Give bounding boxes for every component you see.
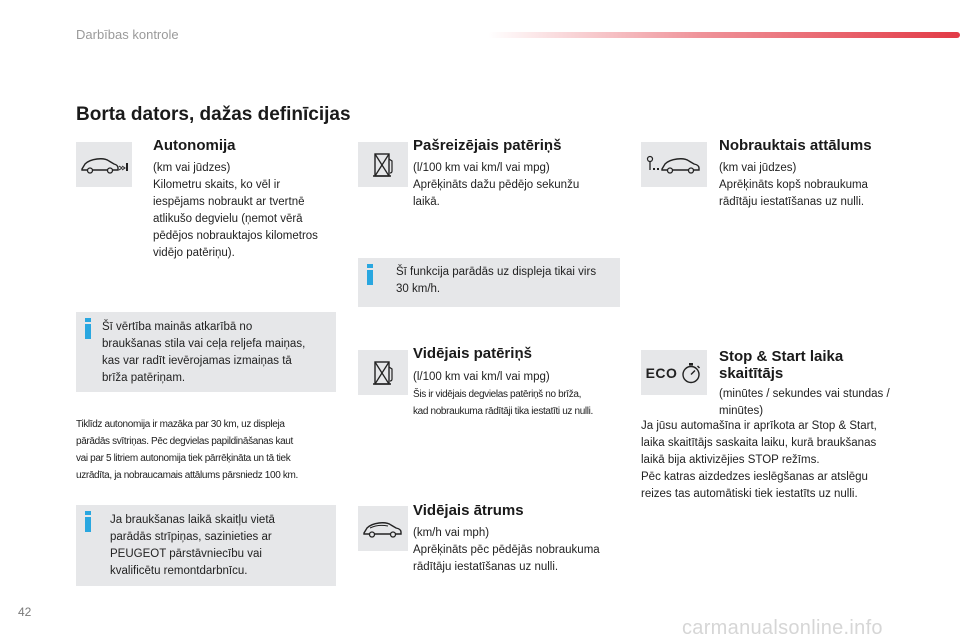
stop-start-body-line: laika skaitītājs saskaita laiku, kurā braukšanas xyxy=(641,437,877,449)
stop-start-body-line: Pēc katras aizdedzes ieslēgšanas ar atslēgu xyxy=(641,471,868,483)
videjais-atrums-title: Vidējais ātrums xyxy=(413,502,524,519)
videjais-atrums-text xyxy=(413,525,623,576)
note-speed-text xyxy=(396,264,596,298)
small-line: Tiklīdz autonomija ir mazāka par 30 km, uz displeja xyxy=(76,419,285,430)
small-line: pārādās svītriņas. Pēc degvielas papildināšanas kaut xyxy=(76,436,293,447)
info-icon-dot xyxy=(367,264,373,268)
note-line: Šī vērtība mainās atkarībā no xyxy=(102,321,253,333)
car-distance-icon xyxy=(645,152,703,178)
autonomija-line: (km vai jūdzes) xyxy=(153,162,231,174)
note-autonomija-text xyxy=(102,319,305,387)
stopwatch-icon xyxy=(680,361,702,385)
note-line: Šī funkcija parādās uz displeja tikai virs xyxy=(396,266,597,278)
autonomija-line: atlikušo degvielu (ņemot vērā xyxy=(153,213,303,225)
stop-start-line: (minūtes / sekundes vai stundas / xyxy=(719,388,890,400)
pasreizejais-text xyxy=(413,160,613,211)
pasreizejais-title: Pašreizējais patēriņš xyxy=(413,137,562,154)
autonomija-line: vidējo patēriņu). xyxy=(153,247,235,259)
car-range-icon xyxy=(79,152,129,178)
watermark: carmanualsonline.info xyxy=(682,617,883,639)
page-title: Borta dators, dažas definīcijas xyxy=(76,104,351,125)
pasreizejais-line: (l/100 km vai km/l vai mpg) xyxy=(413,162,550,174)
stop-start-title-line: skaitītājs xyxy=(719,365,784,382)
car-range-icon-box xyxy=(76,142,132,187)
car-speed-icon xyxy=(361,516,405,542)
note-line: kvalificētu remontdarbnīcu. xyxy=(110,565,248,577)
stop-start-title-line: Stop & Start laika xyxy=(719,348,844,365)
note-line: brīža patēriņam. xyxy=(102,372,186,384)
eco-label: ECO xyxy=(645,364,678,381)
videjais-atrums-line: (km/h vai mph) xyxy=(413,527,490,539)
videjais-pateris-line: (l/100 km vai km/l vai mpg) xyxy=(413,371,550,383)
note-dashes-text xyxy=(110,512,275,580)
stop-start-body-line: laikā bija aktivizējies STOP režīms. xyxy=(641,454,820,466)
info-icon xyxy=(85,517,91,532)
car-distance-icon-box xyxy=(641,142,707,187)
car-speed-icon-box xyxy=(358,506,408,551)
note-speed xyxy=(358,258,620,307)
small-line: uzrādīta, ja nobraucamais attālums pārsniedz 100 km. xyxy=(76,470,298,481)
note-dashes xyxy=(76,505,336,586)
autonomija-line: iespējams nobraukt ar tvertnē xyxy=(153,196,305,208)
videjais-atrums-line: rādītāju iestatīšanas uz nulli. xyxy=(413,561,559,573)
stop-start-line: minūtes) xyxy=(719,405,764,417)
page-number: 42 xyxy=(18,605,32,619)
header-accent-line xyxy=(488,32,960,38)
fuel-pump-icon-box xyxy=(358,350,408,395)
stop-start-body-line: reizes tas automātiski tiek iestatīts uz nulli. xyxy=(641,488,858,500)
note-line: kas var radīt ievērojamas izmaiņas tā xyxy=(102,355,292,367)
nobrauktais-line: rādītāju iestatīšanas uz nulli. xyxy=(719,196,865,208)
autonomija-dashes-text xyxy=(76,416,338,484)
fuel-pump-icon xyxy=(371,151,395,179)
videjais-pateris-title: Vidējais patēriņš xyxy=(413,345,532,362)
videjais-atrums-line: Aprēķināts pēc pēdējās nobraukuma xyxy=(413,544,600,556)
autonomija-text xyxy=(153,160,343,262)
info-icon-dot xyxy=(85,318,91,322)
videjais-pateris-text xyxy=(413,369,623,420)
videjais-pateris-line: Šis ir vidējais degvielas patēriņš no brīža, xyxy=(413,389,582,400)
info-icon xyxy=(367,270,373,285)
note-line: Ja braukšanas laikā skaitļu vietā xyxy=(110,514,275,526)
note-line: parādās strīpiņas, sazinieties ar xyxy=(110,531,272,543)
stop-start-title xyxy=(719,348,843,382)
stop-start-body-line: Ja jūsu automašīna ir aprīkota ar Stop & Start, xyxy=(641,420,877,432)
small-line: vai par 5 litriem autonomija tiek pārrēķināta un tā tiek xyxy=(76,453,291,464)
pasreizejais-line: laikā. xyxy=(413,196,440,208)
stop-start-units xyxy=(719,386,919,420)
header-title: Darbības kontrole xyxy=(76,27,179,42)
autonomija-line: Kilometru skaits, ko vēl ir xyxy=(153,179,281,191)
nobrauktais-line: Aprēķināts kopš nobraukuma xyxy=(719,179,868,191)
nobrauktais-text xyxy=(719,160,919,211)
nobrauktais-line: (km vai jūdzes) xyxy=(719,162,797,174)
info-icon-dot xyxy=(85,511,91,515)
nobrauktais-title: Nobrauktais attālums xyxy=(719,137,872,154)
autonomija-line: pēdējos nobrauktajos kilometros xyxy=(153,230,318,242)
videjais-pateris-line: kad nobraukuma rādītāji tika iestatīti uz nulli. xyxy=(413,406,593,417)
stop-start-text xyxy=(641,418,911,503)
info-icon xyxy=(85,324,91,339)
fuel-pump-icon xyxy=(371,359,395,387)
autonomija-title: Autonomija xyxy=(153,137,236,154)
note-autonomija xyxy=(76,312,336,392)
fuel-pump-icon-box xyxy=(358,142,408,187)
pasreizejais-line: Aprēķināts dažu pēdējo sekunžu xyxy=(413,179,580,191)
eco-stopwatch-icon-box xyxy=(641,350,707,395)
note-line: braukšanas stila vai ceļa reljefa maiņas, xyxy=(102,338,306,350)
note-line: PEUGEOT pārstāvniecību vai xyxy=(110,548,262,560)
note-line: 30 km/h. xyxy=(396,283,441,295)
